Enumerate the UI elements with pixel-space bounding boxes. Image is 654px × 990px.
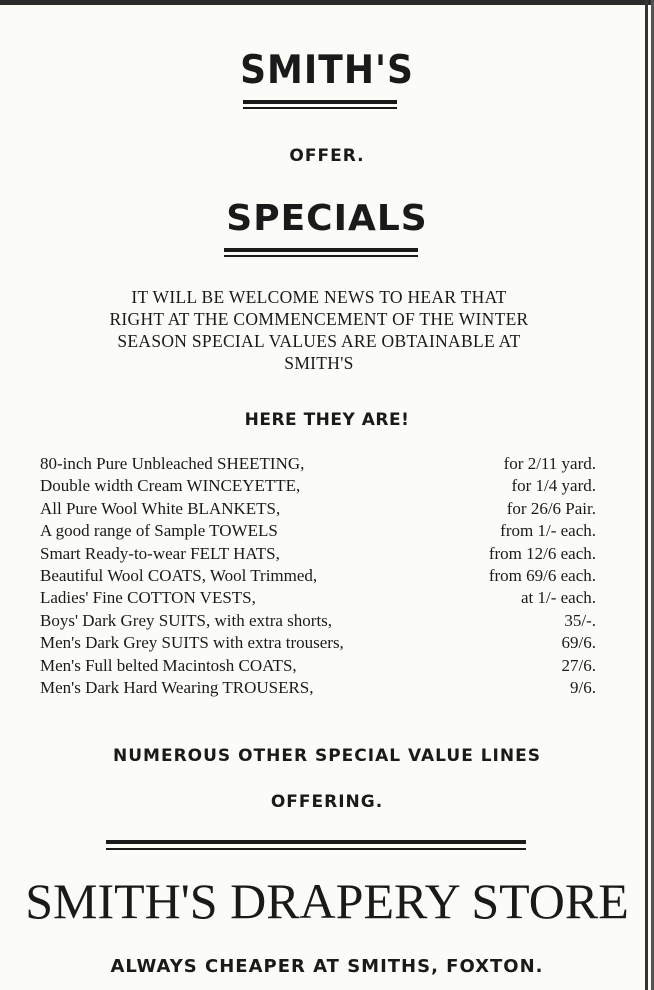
list-item — [40, 543, 596, 565]
specials-title: SPECIALS — [226, 198, 428, 239]
item-desc: 80-inch Pure Unbleached SHEETING, — [40, 454, 305, 473]
list-item — [40, 677, 596, 699]
list-item — [40, 565, 596, 587]
item-desc: Men's Dark Hard Wearing TROUSERS, — [40, 678, 314, 698]
item-desc: Smart Ready-to-wear FELT HATS, — [40, 543, 280, 563]
item-price: from 12/6 each. — [488, 543, 596, 563]
store-name: SMITH'S DRAPERY STORE — [25, 873, 629, 929]
item-desc: Ladies' Fine COTTON VESTS, — [40, 588, 256, 608]
specials-rule — [224, 248, 418, 252]
item-desc: A good range of Sample TOWELS — [40, 521, 278, 541]
top-border — [0, 0, 654, 5]
here-they-are: HERE THEY ARE! — [244, 410, 410, 430]
item-desc: Men's Dark Grey SUITS with extra trousers, — [40, 633, 344, 653]
intro-line: IT WILL BE WELCOME NEWS TO HEAR THAT — [131, 287, 507, 307]
item-desc: Men's Full belted Macintosh COATS, — [40, 655, 297, 675]
item-desc: Boys' Dark Grey SUITS, with extra shorts, — [40, 610, 333, 630]
item-price: for 2/11 yard. — [503, 454, 596, 473]
list-item — [40, 632, 596, 654]
intro-text — [40, 286, 598, 374]
item-desc: Double width Cream WINCEYETTE, — [40, 476, 301, 496]
item-price: 9/6. — [570, 678, 596, 698]
item-price: from 1/- each. — [500, 521, 596, 541]
item-desc: Beautiful Wool COATS, Wool Trimmed, — [40, 566, 318, 586]
item-price: from 69/6 each. — [488, 566, 596, 586]
headline-rule — [243, 100, 397, 104]
list-item — [40, 587, 596, 609]
numerous-lines: NUMEROUS OTHER SPECIAL VALUE LINES — [113, 746, 541, 766]
list-item — [40, 655, 596, 677]
item-price: for 26/6 Pair. — [506, 498, 596, 518]
footer-rule — [106, 840, 526, 844]
list-item — [40, 475, 596, 497]
item-price: at 1/- each. — [520, 588, 596, 608]
price-list — [40, 453, 596, 699]
intro-line: SEASON SPECIAL VALUES ARE OBTAINABLE AT — [117, 331, 521, 351]
item-price: 35/-. — [564, 610, 596, 630]
item-price: for 1/4 yard. — [511, 476, 596, 496]
tagline: ALWAYS CHEAPER AT SMITHS, FOXTON. — [110, 956, 544, 977]
item-price: 27/6. — [561, 655, 596, 675]
offer-label: OFFER. — [289, 146, 365, 166]
specials-rule-thin — [224, 255, 418, 257]
intro-line: SMITH'S — [284, 353, 354, 373]
item-desc: All Pure Wool White BLANKETS, — [40, 498, 281, 518]
offering-label: OFFERING. — [270, 792, 384, 812]
intro-line: RIGHT AT THE COMMENCEMENT OF THE WINTER — [109, 309, 529, 329]
list-item — [40, 610, 596, 632]
footer-rule-thin — [106, 848, 526, 850]
headline: SMITH'S — [240, 47, 414, 94]
list-item — [40, 498, 596, 520]
item-price: 69/6. — [561, 633, 596, 653]
headline-rule-thin — [243, 107, 397, 109]
list-item — [40, 520, 596, 542]
list-item — [40, 453, 596, 475]
